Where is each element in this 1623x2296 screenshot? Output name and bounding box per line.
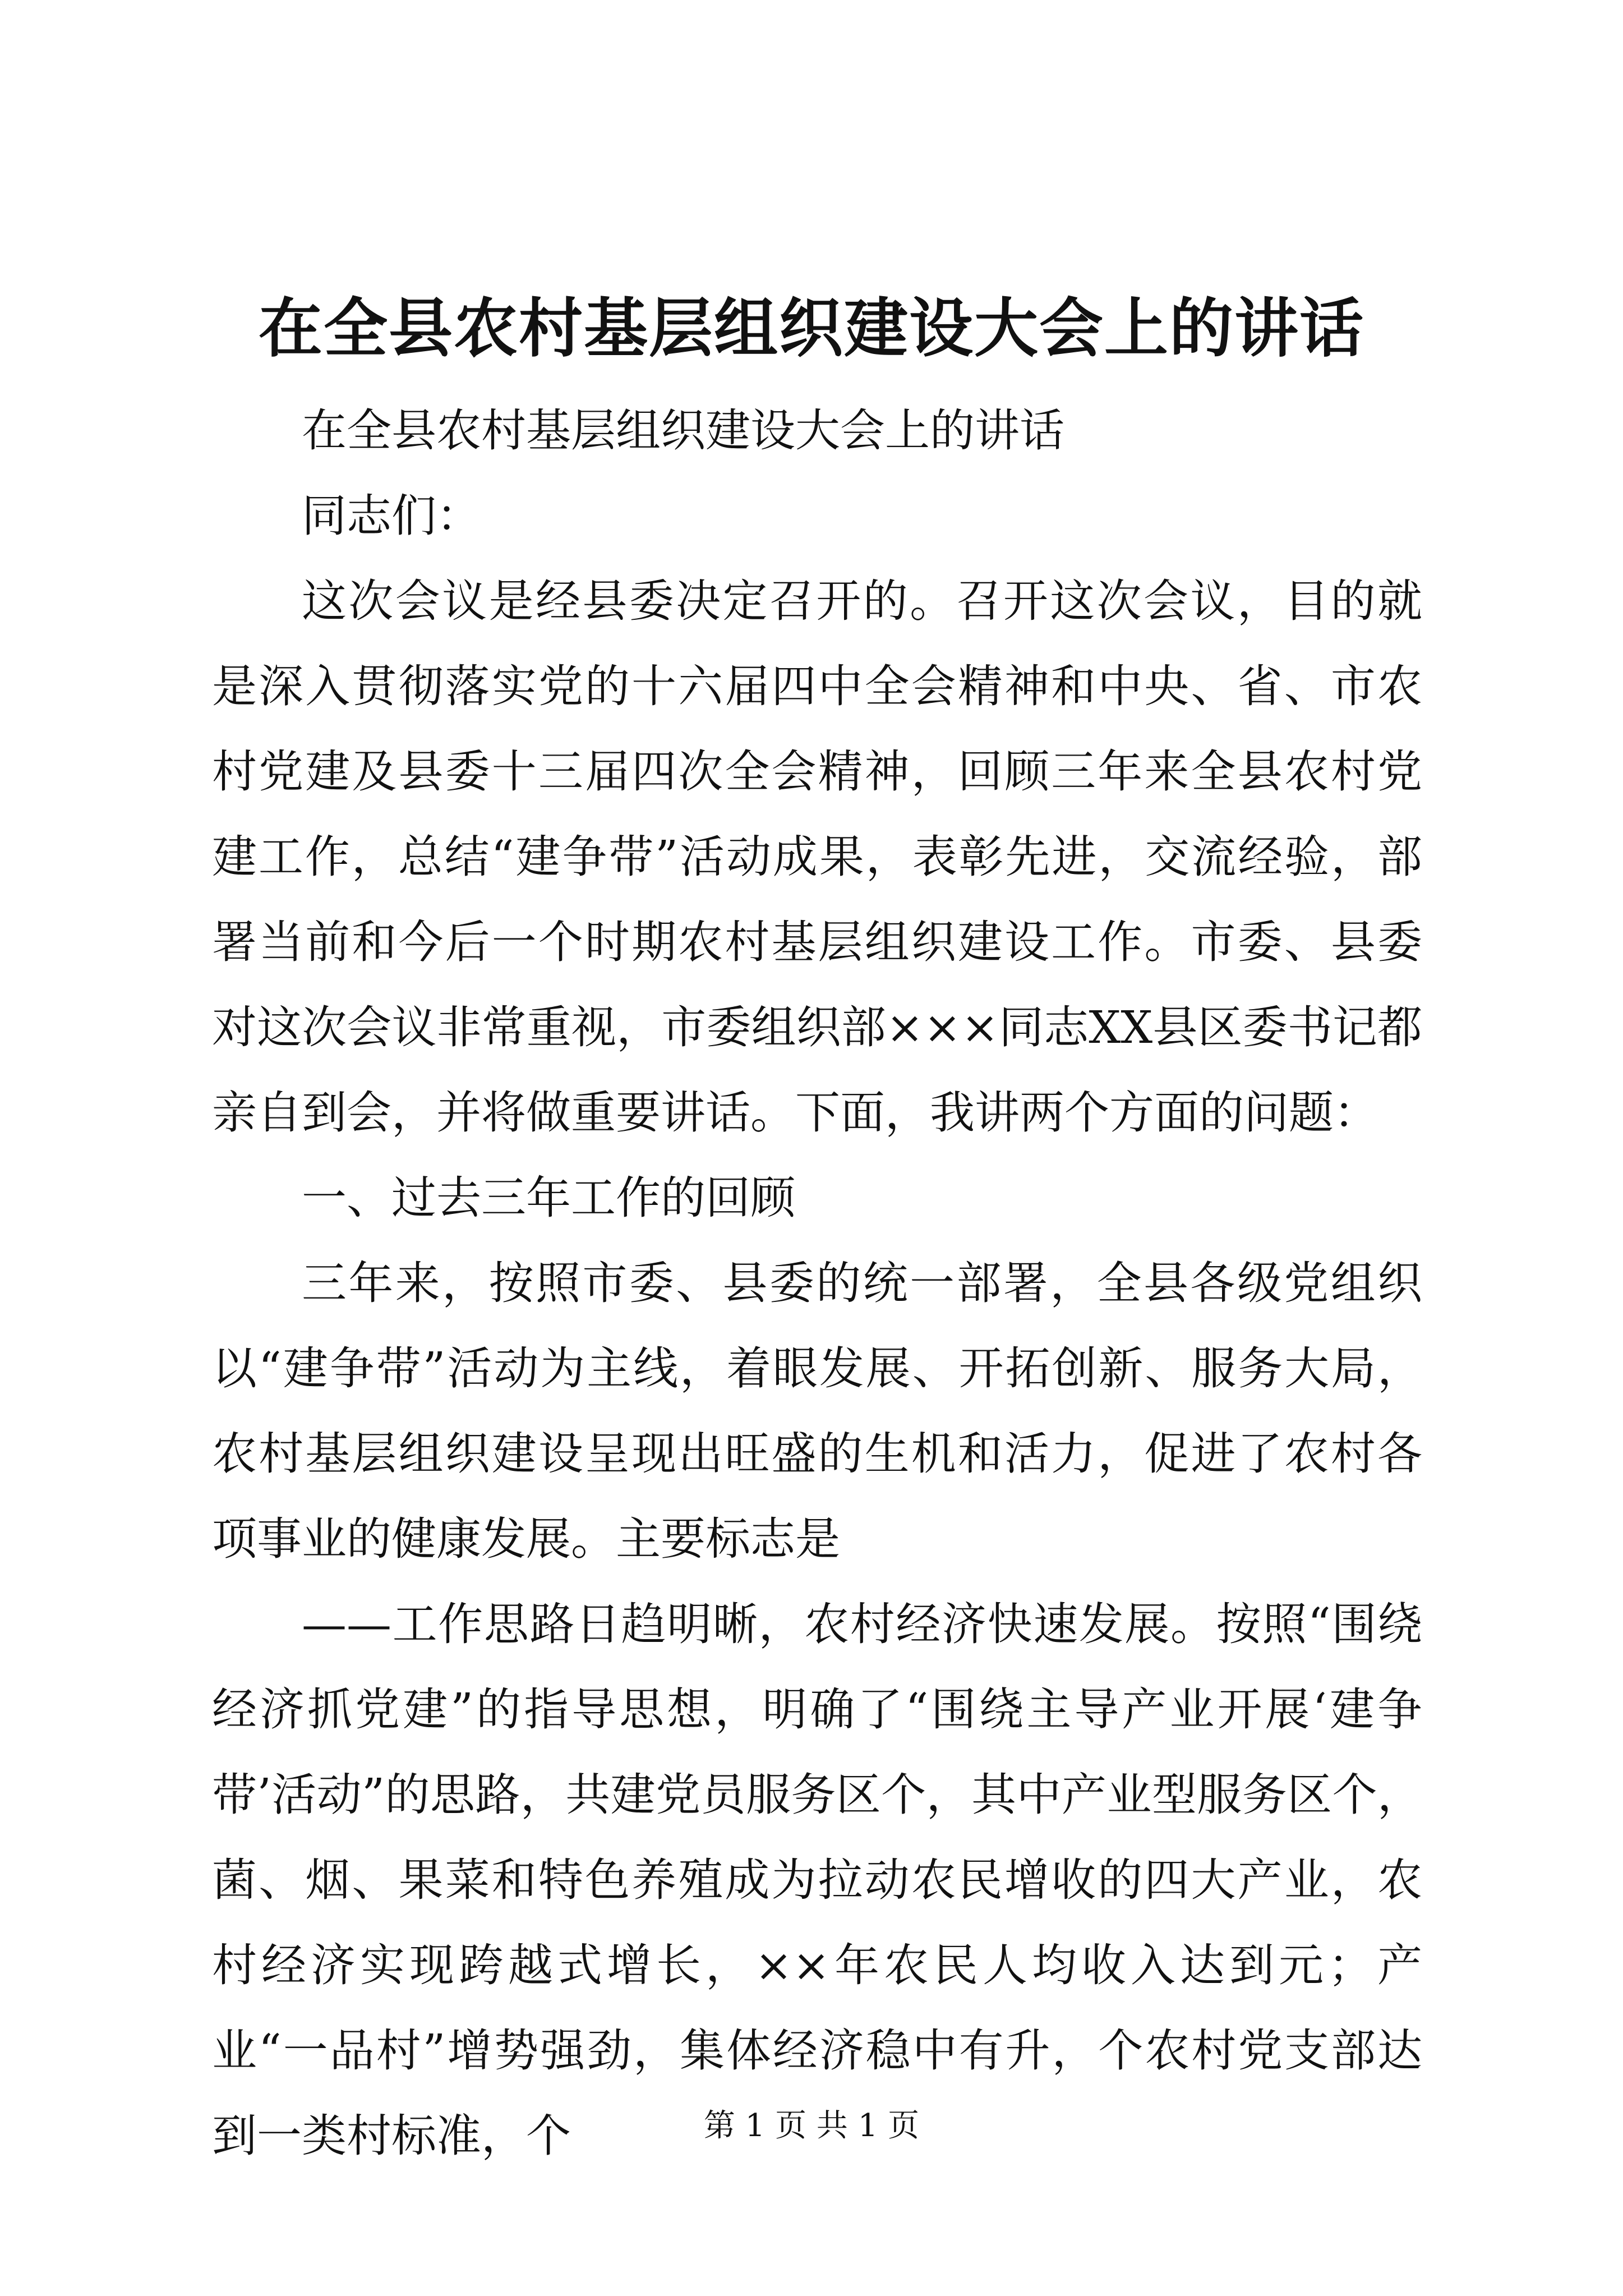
paragraph-review: 三年来，按照市委、县委的统一部署，全县各级党组织以“建争带”活动为主线，着眼发展、开拓创新、服务大局，农村基层组织建设呈现出旺盛的生机和活力，促进了农村各项事业的健康发展。主要标志是 <box>212 1257 1422 1565</box>
paragraph-subtitle: 在全县农村基层组织建设大会上的讲话 <box>302 404 1064 457</box>
paragraph-salutation: 同志们： <box>302 490 481 542</box>
paragraph-point-one: ——工作思路日趋明晰，农村经济快速发展。按照“围绕经济抓党建”的指导思想，明确了“围绕主导产业开展‘建争带’活动”的思路，共建党员服务区个，其中产业型服务区个，菌、烟、果菜和特色养殖成为拉动农民增收的四大产业，农村经济实现跨越式增长，××年农民人均收入达到元；产业“一品村”增势强劲，集体经济稳中有升，个农村党支部达到一类村标准，个 <box>212 1598 1422 2162</box>
document-body <box>212 388 1422 2179</box>
document-title: 在全县农村基层组织建设大会上的讲话 <box>258 291 1364 366</box>
section-heading: 一、过去三年工作的回顾 <box>302 1172 795 1224</box>
page-footer: 第 1 页 共 1 页 <box>703 2108 920 2144</box>
paragraph-intro: 这次会议是经县委决定召开的。召开这次会议，目的就是深入贯彻落实党的十六届四中全会精神和中央、省、市农村党建及县委十三届四次全会精神，回顾三年来全县农村党建工作，总结“建争带”活动成果，表彰先进，交流经验，部署当前和今后一个时期农村基层组织建设工作。市委、县委对这次会议非常重视，市委组织部×××同志XX县区委书记都亲自到会，并将做重要讲话。下面，我讲两个方面的问题： <box>212 575 1422 1139</box>
